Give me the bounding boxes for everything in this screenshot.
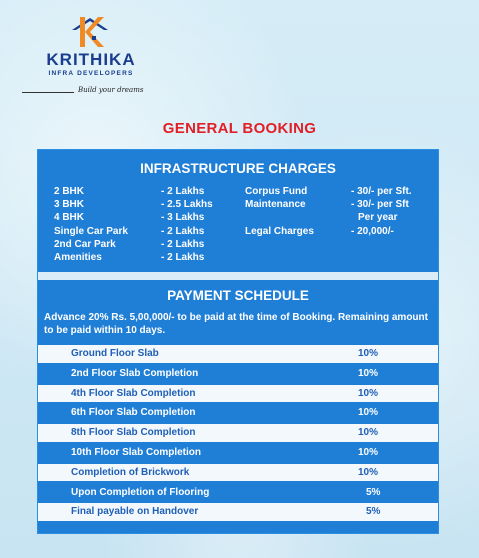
charge-value: - 3 Lakhs — [161, 212, 205, 223]
charge-label: Legal Charges — [245, 226, 314, 237]
schedule-stage: Final payable on Handover — [71, 506, 199, 518]
schedule-row — [38, 464, 438, 482]
charge-label: Corpus Fund — [245, 186, 308, 197]
schedule-percent: 10% — [358, 387, 379, 399]
schedule-stage: 4th Floor Slab Completion — [71, 387, 196, 399]
schedule-stage: 10th Floor Slab Completion — [71, 447, 202, 458]
schedule-stage: 6th Floor Slab Completion — [71, 407, 196, 419]
charge-value: - 2 Lakhs — [161, 239, 205, 250]
brand-tagline: Build your dreams — [78, 86, 144, 94]
schedule-percent: 10% — [358, 407, 379, 419]
charge-value-continued: Per year — [358, 212, 398, 223]
advance-note: Advance 20% Rs. 5,00,000/- to be paid at the time of Booking. Remaining amount to be paid within 10 days. — [44, 312, 428, 336]
schedule-stage: Upon Completion of Flooring — [71, 486, 210, 498]
schedule-stage: Ground Floor Slab — [71, 348, 159, 359]
charge-value: - 20,000/- — [351, 226, 394, 237]
charge-value: - 30/- per Sft. — [351, 186, 412, 197]
charge-value: - 30/- per Sft — [351, 199, 409, 210]
charge-label: Single Car Park — [54, 226, 128, 237]
schedule-row — [38, 404, 438, 422]
schedule-row — [38, 345, 438, 363]
infrastructure-heading: INFRASTRUCTURE CHARGES — [140, 161, 336, 176]
schedule-percent: 10% — [358, 447, 379, 458]
schedule-row — [38, 365, 438, 383]
charge-value: - 2.5 Lakhs — [161, 199, 213, 210]
payment-heading: PAYMENT SCHEDULE — [167, 288, 309, 303]
brand-logo — [36, 14, 146, 100]
tagline-divider — [22, 92, 74, 93]
charge-label: 2nd Car Park — [54, 239, 116, 250]
schedule-percent: 10% — [358, 427, 379, 439]
schedule-row — [38, 444, 438, 462]
brand-name: KRITHIKA — [46, 50, 136, 69]
booking-panel — [37, 149, 439, 534]
schedule-stage: Completion of Brickwork — [71, 466, 190, 478]
charge-label: 2 BHK — [54, 186, 85, 197]
schedule-percent: 10% — [358, 367, 379, 379]
charge-label: 4 BHK — [54, 212, 85, 223]
charge-value: - 2 Lakhs — [161, 226, 205, 237]
schedule-percent: 5% — [366, 486, 381, 498]
charge-label: Amenities — [54, 252, 102, 263]
schedule-stage: 8th Floor Slab Completion — [71, 427, 196, 439]
charge-label: 3 BHK — [54, 199, 85, 210]
page-title: GENERAL BOOKING — [162, 120, 317, 137]
charge-value: - 2 Lakhs — [161, 252, 205, 263]
schedule-row — [38, 503, 438, 521]
house-k-logo-icon — [64, 14, 118, 50]
schedule-stage: 2nd Floor Slab Completion — [71, 367, 199, 379]
schedule-row — [38, 424, 438, 442]
charge-value: - 2 Lakhs — [161, 186, 205, 197]
section-divider — [38, 272, 438, 280]
schedule-row — [38, 484, 438, 502]
brand-subtitle: INFRA DEVELOPERS — [48, 70, 134, 77]
charge-label: Maintenance — [245, 199, 306, 210]
schedule-percent: 5% — [366, 506, 381, 518]
schedule-percent: 10% — [358, 348, 379, 359]
schedule-percent: 10% — [358, 466, 379, 478]
schedule-row — [38, 385, 438, 403]
